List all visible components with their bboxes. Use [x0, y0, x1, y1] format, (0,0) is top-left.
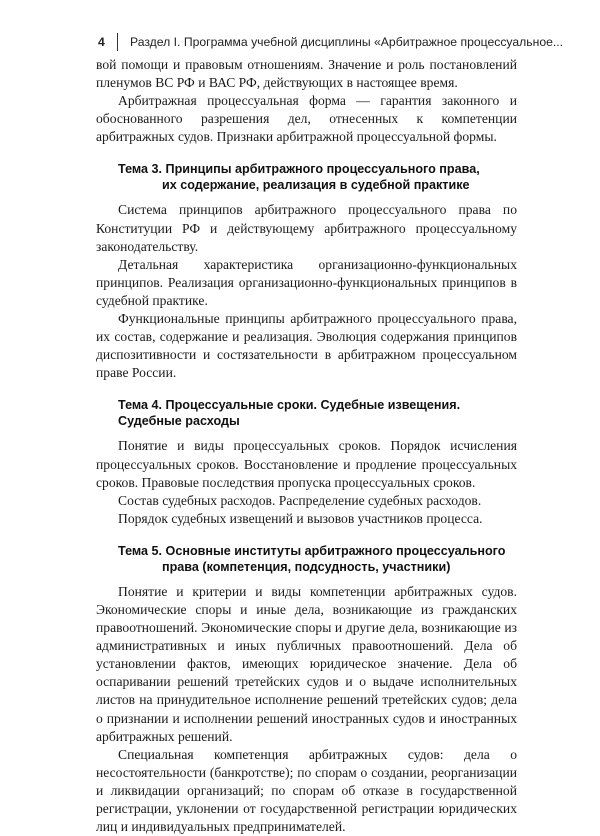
paragraph: Система принципов арбитражного процессуального права по Конституции РФ и действующему арбитражного процессуальному законодательству. [96, 202, 517, 254]
paragraph: Детальная характеристика организационно-функциональных принципов. Реализация организационно-функциональных принципов в судебной практике. [96, 256, 517, 308]
topic-5-heading [118, 543, 517, 575]
running-header [98, 33, 564, 53]
page-number: 4 [98, 35, 105, 49]
paragraph: Понятие и виды процессуальных сроков. Порядок исчисления процессуальных сроков. Восстановление и продление процессуальных сроков. Правовые последствия пропуска процессуальных сроков. [96, 438, 517, 490]
paragraph: Порядок судебных извещений и вызовов участников процесса. [118, 510, 483, 526]
paragraph: Функциональные принципы арбитражного процессуального права, их состав, содержание и реализация. Эволюция содержания принципов диспозитивности и состязательности в арбитражном процессуальном праве России. [96, 311, 517, 381]
paragraph: Специальная компетенция арбитражных судов: дела о несостоятельности (банкротстве); по спорам о создании, реорганизации и ликвидации организаций; по спорам об отказе в государственной регистрации, уклонении от государственной регистрации юридических лиц и индивидуальных предпринимателей. [96, 746, 517, 835]
topic-4-heading [118, 397, 517, 429]
topic-3-title-line-1: Тема 3. Принципы арбитражного процессуального права, [118, 162, 480, 177]
paragraph: Арбитражная процессуальная форма — гарантия законного и обоснованного разрешения дел, отнесенных к компетенции арбитражных судов. Признаки арбитражной процессуальной формы. [96, 93, 517, 145]
paragraph: Состав судебных расходов. Распределение судебных расходов. [118, 492, 482, 508]
header-divider [117, 33, 118, 51]
topic-3-title-line-2: их содержание, реализация в судебной практике [162, 178, 470, 193]
topic-3-heading [118, 161, 517, 193]
topic-5-title-line-2: права (компетенция, подсудность, участники) [162, 559, 451, 574]
running-title: Раздел I. Программа учебной дисциплины «Арбитражное процессуальное... [130, 35, 564, 49]
topic-4-title-line-1: Тема 4. Процессуальные сроки. Судебные извещения. [118, 398, 461, 413]
topic-4-title-line-2: Судебные расходы [118, 414, 240, 429]
paragraph: Понятие и критерии и виды компетенции арбитражных судов. Экономические споры и иные дела, возникающие из гражданских правоотношений. Экономические споры и другие дела, возникающие из административных и иных публичных правоотношений. Дела об установлении фактов, имеющих юридическое значение. Дела об оспаривании решений третейских судов и о выдаче исполнительных листов на принудительное исполнение решений третейских судов; дела о признании и исполнении решений иностранных судов и иностранных арбитражных решений. [96, 583, 517, 744]
paragraph: вой помощи и правовым отношениям. Значение и роль постановлений пленумов ВС РФ и ВАС РФ, действующих в настоящее время. [96, 57, 517, 91]
topic-5-title-line-1: Тема 5. Основные институты арбитражного процессуального [118, 543, 506, 558]
page-body [96, 56, 517, 836]
